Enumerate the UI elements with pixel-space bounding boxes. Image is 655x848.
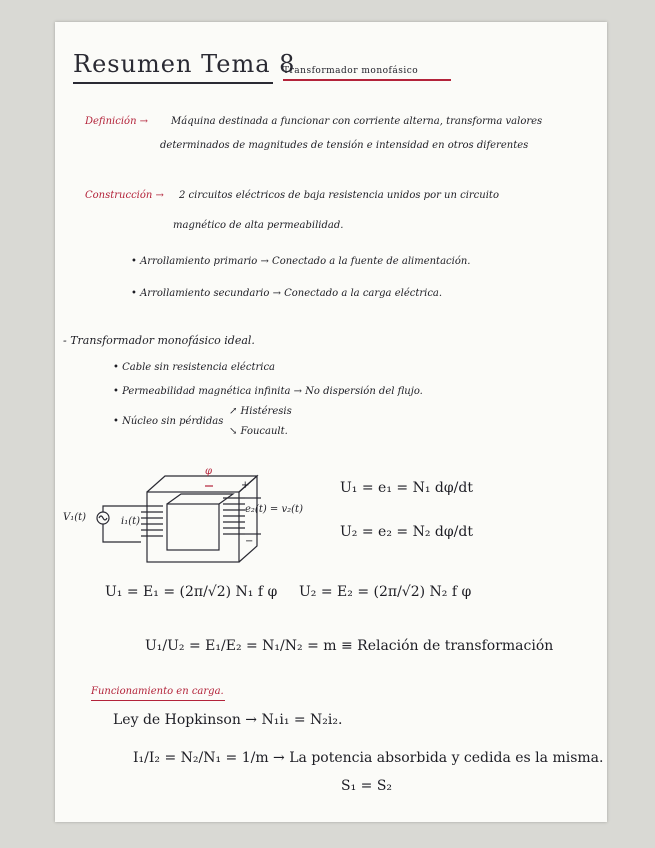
loss-histeresis: ↗ Histéresis <box>229 406 292 417</box>
primary-winding <box>141 506 163 536</box>
core-window-depth <box>167 494 233 504</box>
construccion-line1: 2 circuitos eléctricos de baja resistencia unidos por un circuito <box>179 190 499 201</box>
eq-rms2: U₂ = E₂ = (2π/√2) N₂ f φ <box>299 584 472 600</box>
transformer-diagram <box>55 22 607 822</box>
ideal-item-permeabilidad: • Permeabilidad magnética infinita → No dispersión del flujo. <box>113 386 423 397</box>
secondary-winding <box>223 498 245 534</box>
ideal-item-nucleo: • Núcleo sin pérdidas <box>113 416 224 427</box>
carga-heading: Funcionamiento en carga. <box>91 686 224 697</box>
construccion-item-secundario: • Arrollamiento secundario → Conectado a la carga eléctrica. <box>131 288 443 299</box>
page-title: Resumen Tema 8 <box>73 50 296 78</box>
page-subtitle: Transformador monofásico <box>283 66 419 76</box>
label-i1: i₁(t) <box>121 516 141 527</box>
eq-ratio: U₁/U₂ = E₁/E₂ = N₁/N₂ = m ≡ Relación de transformación <box>145 638 554 654</box>
eq-rms1: U₁ = E₁ = (2π/√2) N₁ f φ <box>105 584 278 600</box>
core-window <box>167 504 219 550</box>
eq-current-ratio: I₁/I₂ = N₂/N₁ = 1/m → La potencia absorbida y cedida es la misma. <box>133 750 604 766</box>
definicion-line1: Máquina destinada a funcionar con corriente alterna, transforma valores <box>171 116 543 127</box>
eq-power: S₁ = S₂ <box>341 778 393 794</box>
loss-foucault: ↘ Foucault. <box>229 426 288 437</box>
label-v1: V₁(t) <box>63 512 87 523</box>
construccion-label: Construcción → <box>85 190 164 201</box>
notebook-page <box>55 22 607 822</box>
definicion-label: Definición → <box>85 116 149 127</box>
ideal-item-cable: • Cable sin resistencia eléctrica <box>113 362 276 373</box>
construccion-item-primario: • Arrollamiento primario → Conectado a la fuente de alimentación. <box>131 256 471 267</box>
carga-underline <box>91 700 225 701</box>
plus-sign: + <box>241 480 250 491</box>
eq-u1: U₁ = e₁ = N₁ dφ/dt <box>340 480 473 496</box>
label-e2: e₂(t) = v₂(t) <box>245 504 303 515</box>
eq-u2: U₂ = e₂ = N₂ dφ/dt <box>340 524 473 540</box>
minus-sign: − <box>245 536 254 547</box>
definicion-line2: determinados de magnitudes de tensión e intensidad en otros diferentes <box>160 140 529 151</box>
eq-hopkinson: Ley de Hopkinson → N₁i₁ = N₂i₂. <box>113 712 343 728</box>
flux-symbol: φ <box>205 466 213 477</box>
core-outer <box>147 492 239 562</box>
ideal-heading: - Transformador monofásico ideal. <box>63 334 255 347</box>
construccion-line2: magnético de alta permeabilidad. <box>173 220 344 231</box>
